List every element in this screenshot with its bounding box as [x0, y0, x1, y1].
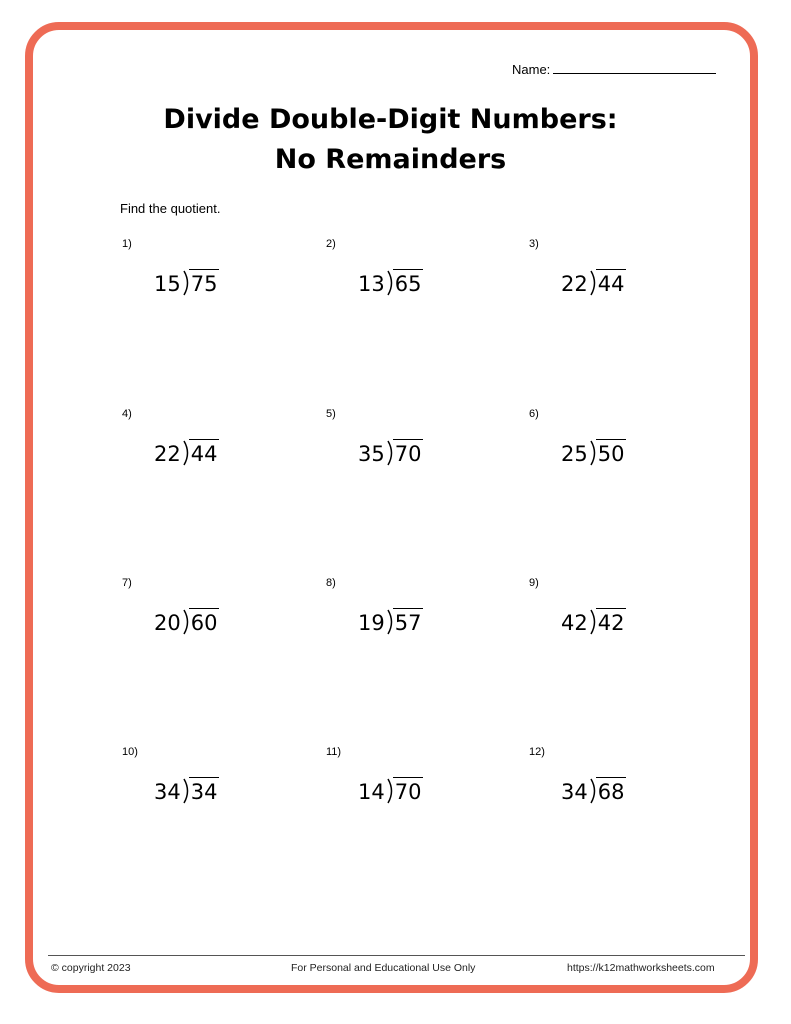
dividend: 68	[596, 777, 627, 804]
divisor: 19	[358, 611, 385, 635]
problem-item	[122, 746, 292, 826]
footer-usage: For Personal and Educational Use Only	[291, 962, 476, 974]
problem-number: 2)	[326, 238, 336, 250]
long-division-expression	[358, 772, 423, 804]
divisor: 42	[561, 611, 588, 635]
problem-item	[529, 746, 699, 826]
problem-number: 3)	[529, 238, 539, 250]
divisor: 22	[561, 272, 588, 296]
problem-number: 5)	[326, 408, 336, 420]
long-division-expression	[561, 434, 626, 466]
footer-copyright: © copyright 2023	[51, 962, 131, 974]
instructions: Find the quotient.	[120, 201, 221, 216]
dividend: 70	[393, 777, 424, 804]
long-division-expression	[561, 264, 626, 296]
long-division-expression	[561, 772, 626, 804]
problem-number: 9)	[529, 577, 539, 589]
problem-number: 8)	[326, 577, 336, 589]
divisor: 15	[154, 272, 181, 296]
problem-number: 1)	[122, 238, 132, 250]
divisor: 25	[561, 442, 588, 466]
divisor: 20	[154, 611, 181, 635]
name-label: Name:	[512, 62, 551, 77]
dividend: 65	[393, 269, 424, 296]
problem-number: 7)	[122, 577, 132, 589]
dividend: 50	[596, 439, 627, 466]
long-division-expression	[154, 772, 219, 804]
long-division-expression	[358, 603, 423, 635]
title-line-2: No Remainders	[274, 144, 507, 175]
problem-number: 12)	[529, 746, 545, 758]
dividend: 34	[189, 777, 220, 804]
divisor: 13	[358, 272, 385, 296]
long-division-expression	[154, 603, 219, 635]
footer-url[interactable]: https://k12mathworksheets.com	[567, 962, 715, 974]
problem-item	[326, 746, 496, 826]
dividend: 57	[393, 608, 424, 635]
dividend: 44	[596, 269, 627, 296]
long-division-expression	[561, 603, 626, 635]
problem-number: 4)	[122, 408, 132, 420]
problem-item	[529, 238, 699, 318]
problem-item	[529, 408, 699, 488]
dividend: 70	[393, 439, 424, 466]
dividend: 75	[189, 269, 220, 296]
divisor: 14	[358, 780, 385, 804]
long-division-expression	[154, 434, 219, 466]
problem-item	[326, 408, 496, 488]
problem-item	[122, 408, 292, 488]
worksheet-title	[0, 100, 781, 180]
long-division-expression	[154, 264, 219, 296]
problem-item	[326, 577, 496, 657]
title-line-1: Divide Double-Digit Numbers:	[163, 104, 618, 135]
divisor: 34	[561, 780, 588, 804]
problem-number: 11)	[326, 746, 342, 758]
long-division-expression	[358, 434, 423, 466]
divisor: 35	[358, 442, 385, 466]
problem-item	[122, 577, 292, 657]
problem-item	[122, 238, 292, 318]
name-blank-line[interactable]	[553, 61, 716, 74]
footer-divider	[48, 955, 745, 956]
divisor: 34	[154, 780, 181, 804]
name-field	[512, 61, 716, 77]
dividend: 44	[189, 439, 220, 466]
problem-item	[529, 577, 699, 657]
long-division-expression	[358, 264, 423, 296]
problem-number: 6)	[529, 408, 539, 420]
dividend: 60	[189, 608, 220, 635]
problem-number: 10)	[122, 746, 138, 758]
divisor: 22	[154, 442, 181, 466]
dividend: 42	[596, 608, 627, 635]
problem-item	[326, 238, 496, 318]
